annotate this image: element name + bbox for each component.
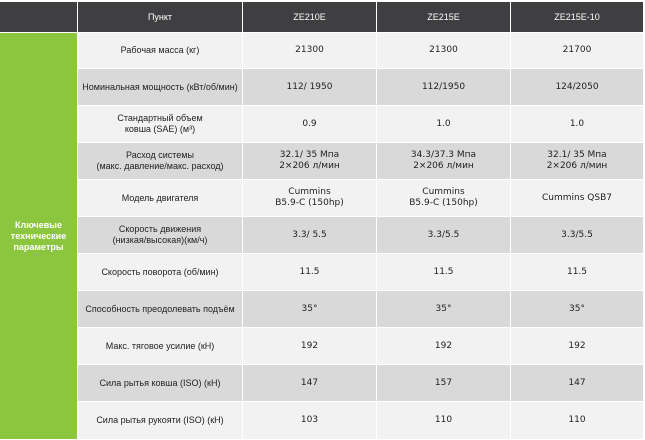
value-ze210e-line: 21300 xyxy=(295,45,324,55)
parameter-label xyxy=(78,291,243,328)
value-ze210e-line: 11.5 xyxy=(299,266,320,277)
value-ze210e xyxy=(243,69,377,106)
value-ze215e-line: 112/1950 xyxy=(421,81,466,92)
header-item: Пункт xyxy=(78,2,243,33)
parameter-label-line: Расход системы xyxy=(126,150,194,160)
value-ze210e-line: 147 xyxy=(300,377,319,388)
value-ze210e-line: 35° xyxy=(301,303,318,314)
value-ze215e xyxy=(377,291,511,328)
value-ze215e-10 xyxy=(511,69,644,106)
value-ze215e-line: 192 xyxy=(434,340,453,351)
value-ze210e-line: Cummins xyxy=(288,187,331,197)
value-ze215e xyxy=(377,143,511,180)
header-model-ze215e-10: ZE215E-10 xyxy=(511,2,644,33)
value-ze210e xyxy=(243,106,377,143)
value-ze215e-10 xyxy=(511,291,644,328)
value-ze210e-line: B5.9-C (150hp) xyxy=(275,198,344,208)
header-model-ze215e: ZE215E xyxy=(377,2,511,33)
value-ze210e-line: 192 xyxy=(300,340,319,351)
value-ze215e-line: 1.0 xyxy=(436,118,451,129)
parameter-label xyxy=(78,180,243,217)
value-ze215e-10-line: 35° xyxy=(569,303,585,314)
parameter-label-line: Рабочая масса (кг) xyxy=(120,45,200,55)
value-ze215e-10-line: 3.3/5.5 xyxy=(561,229,593,240)
group-label xyxy=(0,33,78,440)
group-label-line: параметры xyxy=(13,241,64,252)
value-ze215e-10-line: Cummins QSB7 xyxy=(542,192,612,203)
value-ze215e-10 xyxy=(511,402,644,440)
parameter-label xyxy=(78,365,243,402)
value-ze210e xyxy=(243,217,377,254)
table-row xyxy=(0,291,644,328)
value-ze210e-line: 0.9 xyxy=(302,118,317,129)
value-ze215e-10 xyxy=(511,143,644,180)
value-ze215e-10-line: 124/2050 xyxy=(555,81,599,92)
value-ze215e-10-line: 1.0 xyxy=(569,118,585,129)
group-label-line: технические xyxy=(10,230,67,241)
parameter-label-line: Стандартный объем xyxy=(117,113,203,123)
value-ze215e-10 xyxy=(511,33,644,69)
value-ze215e xyxy=(377,69,511,106)
parameter-label-line: Сила рытья ковша (ISO) (кН) xyxy=(99,377,221,388)
value-ze215e-line: 3.3/5.5 xyxy=(427,229,460,240)
table-row xyxy=(0,365,644,402)
parameter-label xyxy=(78,33,243,69)
value-ze215e-line: B5.9-C (150hp) xyxy=(409,198,478,208)
value-ze215e-10 xyxy=(511,254,644,291)
parameter-label-line: (низкая/высокая)(км/ч) xyxy=(112,235,208,245)
value-ze210e-line: 112/ 1950 xyxy=(286,81,333,92)
value-ze215e-10-line: 11.5 xyxy=(566,266,588,277)
parameter-label xyxy=(78,402,243,440)
parameter-label xyxy=(78,69,243,106)
table-row xyxy=(0,33,644,69)
value-ze210e-line: 3.3/ 5.5 xyxy=(292,229,327,240)
value-ze215e-line: 34.3/37.3 Мпа xyxy=(410,150,477,160)
parameter-label xyxy=(78,106,243,143)
value-ze215e-line: 157 xyxy=(434,377,453,388)
parameter-label-line: Скорость движения xyxy=(118,224,202,234)
value-ze215e-10 xyxy=(511,328,644,365)
value-ze215e-10 xyxy=(511,180,644,217)
value-ze210e xyxy=(243,33,377,69)
value-ze215e xyxy=(377,365,511,402)
table-row xyxy=(0,217,644,254)
value-ze215e-10 xyxy=(511,106,644,143)
value-ze215e xyxy=(377,217,511,254)
parameter-label-line: Сила рытья рукояти (ISO) (кН) xyxy=(96,415,224,425)
value-ze210e-line: 103 xyxy=(300,415,319,425)
value-ze215e xyxy=(377,254,511,291)
parameter-label-line: ковша (SAE) (м³) xyxy=(124,124,196,134)
value-ze210e xyxy=(243,328,377,365)
value-ze215e-10-line: 110 xyxy=(568,415,586,425)
parameter-label-line: Способность преодолевать подъём xyxy=(85,303,235,314)
value-ze215e-10 xyxy=(511,217,644,254)
value-ze210e xyxy=(243,402,377,440)
value-ze215e-line: 35° xyxy=(435,303,452,314)
table-row xyxy=(0,69,644,106)
value-ze210e xyxy=(243,180,377,217)
value-ze215e-10-line: 21700 xyxy=(562,45,592,55)
value-ze210e-line: 32.1/ 35 Мпа xyxy=(279,150,340,160)
value-ze215e-line: 11.5 xyxy=(433,266,454,277)
value-ze215e-line: Cummins xyxy=(422,187,465,197)
parameter-label-line: Скорость поворота (об/мин) xyxy=(101,266,219,277)
value-ze215e-line: 21300 xyxy=(429,45,458,55)
parameter-label-line: Модель двигателя xyxy=(121,192,199,203)
value-ze215e xyxy=(377,33,511,69)
value-ze210e-line: 2×206 л/мин xyxy=(279,161,340,171)
value-ze215e xyxy=(377,402,511,440)
value-ze210e xyxy=(243,365,377,402)
value-ze215e-10-line: 147 xyxy=(568,377,586,388)
parameter-label xyxy=(78,328,243,365)
value-ze215e-10-line: 32.1/ 35 Мпа xyxy=(547,150,607,160)
parameter-label-line: (макс. давление/макс. расход) xyxy=(96,161,224,171)
value-ze210e xyxy=(243,254,377,291)
value-ze215e xyxy=(377,106,511,143)
value-ze215e-line: 110 xyxy=(434,415,453,425)
value-ze210e xyxy=(243,143,377,180)
parameter-label xyxy=(78,254,243,291)
table-row xyxy=(0,402,644,440)
table-row xyxy=(0,180,644,217)
group-label-line: Ключевые xyxy=(14,219,62,230)
header-row xyxy=(0,2,644,33)
value-ze215e xyxy=(377,180,511,217)
table-row xyxy=(0,106,644,143)
table-row xyxy=(0,254,644,291)
table-row xyxy=(0,143,644,180)
value-ze215e-10 xyxy=(511,365,644,402)
value-ze215e xyxy=(377,328,511,365)
parameter-label-line: Макс. тяговое усилие (кН) xyxy=(105,340,215,351)
table-row xyxy=(0,328,644,365)
spec-table xyxy=(0,2,644,440)
value-ze215e-10-line: 192 xyxy=(568,340,586,351)
value-ze215e-10-line: 2×206 л/мин xyxy=(546,161,608,171)
value-ze210e xyxy=(243,291,377,328)
value-ze215e-line: 2×206 л/мин xyxy=(413,161,474,171)
parameter-label xyxy=(78,143,243,180)
parameter-label-line: Номинальная мощность (кВт/об/мин) xyxy=(82,81,238,92)
header-model-ze210e: ZE210E xyxy=(243,2,377,33)
header-corner xyxy=(0,2,78,33)
parameter-label xyxy=(78,217,243,254)
